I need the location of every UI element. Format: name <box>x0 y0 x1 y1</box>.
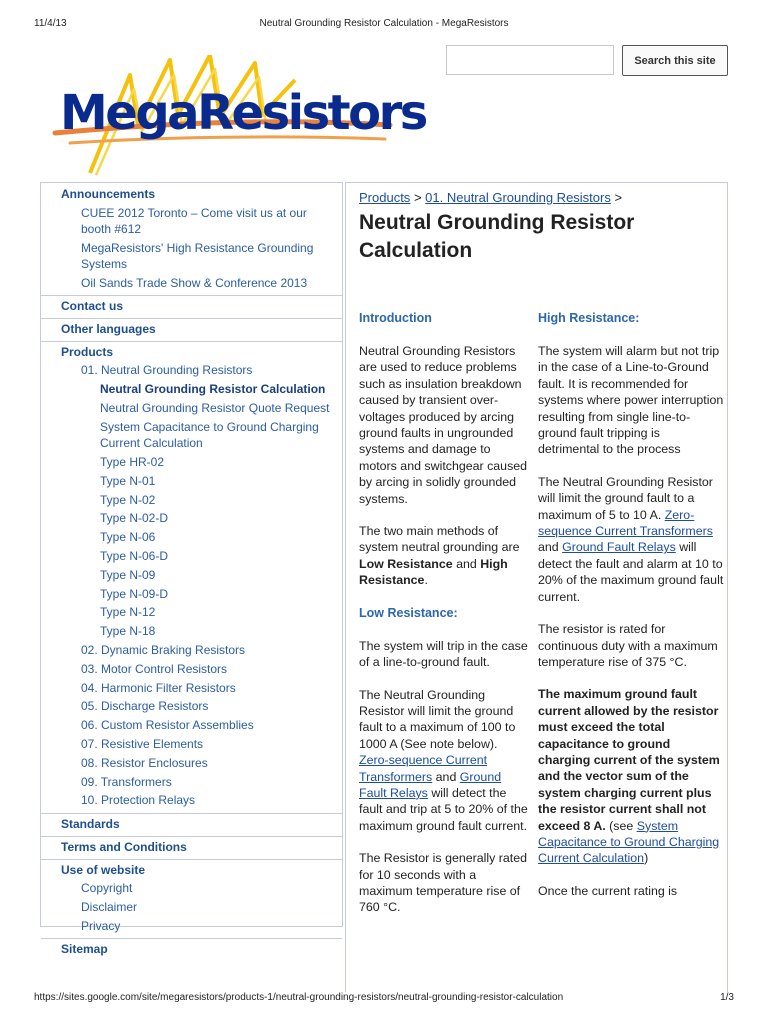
sidebar-section-standards <box>41 813 342 836</box>
low-resistance-heading: Low Resistance: <box>359 605 458 620</box>
current-rating-paragraph: Once the current rating is <box>538 883 678 898</box>
high-resistance-heading: High Resistance: <box>538 311 640 325</box>
sidebar-item-oil-sands[interactable]: Oil Sands Trade Show & Conference 2013 <box>81 275 308 290</box>
sidebar-section-contact <box>41 295 342 318</box>
sidebar-item-ngr[interactable]: 01. Neutral Grounding Resistors <box>81 363 253 378</box>
ground-fault-relays-link[interactable]: Ground Fault Relays <box>359 769 502 800</box>
sidebar-section-use <box>41 859 342 938</box>
breadcrumb <box>359 190 622 205</box>
sidebar-item-type-n-02[interactable]: Type N-02 <box>100 492 156 507</box>
high-resistance-rating-paragraph: The resistor is rated for continuous duty with a maximum temperature rise of 375 °C. <box>538 622 718 669</box>
ground-fault-relays-link[interactable]: Ground Fault Relays <box>562 540 676 555</box>
zero-sequence-ct-link[interactable]: Zero-sequence Current Transformers <box>538 507 713 539</box>
print-header <box>34 18 734 32</box>
max-ground-fault-paragraph: The maximum ground fault current allowed by the resistor must exceed the total capacitance to ground charging current of the system and the vector sum of the system charging current plus the resistor current shall not exceed 8 A. (see System Capacitance to Ground Charging Current Calculation) <box>538 687 720 866</box>
sidebar-section-products <box>41 341 342 813</box>
search-input[interactable] <box>446 45 614 75</box>
sidebar-item-announcements[interactable]: Announcements <box>61 187 156 201</box>
sidebar-item-motor-control[interactable]: 03. Motor Control Resistors <box>81 661 228 676</box>
sidebar-item-languages[interactable]: Other languages <box>61 321 156 336</box>
sidebar-item-ngr-quote[interactable]: Neutral Grounding Resistor Quote Request <box>100 401 330 416</box>
sidebar-item-protection-relays[interactable]: 10. Protection Relays <box>81 793 196 808</box>
sidebar-item-products[interactable]: Products <box>61 344 114 359</box>
breadcrumb-ngr-link[interactable]: 01. Neutral Grounding Resistors <box>425 190 611 205</box>
sidebar-item-resistive-elements[interactable]: 07. Resistive Elements <box>81 736 204 751</box>
high-resistance-alarm-paragraph: The system will alarm but not trip in the case of a Line-to-Ground fault. It is recommended for systems where power interruption resulting from single line-to-ground fault tripping is detrimental to the process <box>538 344 724 457</box>
sidebar-item-custom-assemblies[interactable]: 06. Custom Resistor Assemblies <box>81 718 254 733</box>
sidebar-item-type-n-01[interactable]: Type N-01 <box>100 473 156 488</box>
high-resistance-limit-paragraph: The Neutral Grounding Resistor will limit the ground fault to a maximum of 5 to 10 A. Zero-sequence Current Transformers and Ground Fault Relays will detect the fault and alarm at 10 to 20% of the maximum ground fault current. <box>538 474 724 604</box>
sidebar-item-harmonic-filter[interactable]: 04. Harmonic Filter Resistors <box>81 680 236 695</box>
sidebar-section-announcements <box>41 183 342 295</box>
sidebar-nav <box>40 182 343 956</box>
sidebar-section-sitemap <box>41 938 342 961</box>
breadcrumb-products-link[interactable]: Products <box>359 190 411 205</box>
sidebar-item-contact[interactable]: Contact us <box>61 298 124 313</box>
sidebar-item-use-of-website[interactable]: Use of website <box>61 862 146 877</box>
sidebar-item-hrg-systems[interactable]: MegaResistors' High Resistance Grounding Systems <box>81 240 314 271</box>
sidebar-item-transformers[interactable]: 09. Transformers <box>81 774 172 789</box>
sidebar-item-dynamic-braking[interactable]: 02. Dynamic Braking Resistors <box>81 642 246 657</box>
sidebar-section-languages <box>41 318 342 341</box>
sidebar-item-type-n-12[interactable]: Type N-12 <box>100 605 156 620</box>
zero-sequence-ct-link[interactable]: Zero-sequence Current Transformers <box>359 753 488 784</box>
sidebar-item-copyright[interactable]: Copyright <box>81 881 133 896</box>
sidebar-item-enclosures[interactable]: 08. Resistor Enclosures <box>81 755 208 770</box>
page-title: Neutral Grounding Resistor Calculation <box>359 211 635 262</box>
content-column-right <box>538 310 724 915</box>
sidebar-item-type-n-02-d[interactable]: Type N-02-D <box>100 511 169 526</box>
sidebar-item-privacy[interactable]: Privacy <box>81 918 121 933</box>
low-resistance-rating-paragraph: The Resistor is generally rated for 10 seconds with a maximum temperature rise of 760 °C. <box>359 851 528 915</box>
capacitance-calc-link[interactable]: System Capacitance to Ground Charging Current Calculation <box>538 818 720 866</box>
sidebar-item-type-n-09[interactable]: Type N-09 <box>100 567 156 582</box>
print-footer <box>34 992 734 1006</box>
sidebar-item-type-n-18[interactable]: Type N-18 <box>100 624 156 639</box>
sidebar-item-standards[interactable]: Standards <box>61 816 120 831</box>
sidebar-item-type-n-06[interactable]: Type N-06 <box>100 530 156 545</box>
print-title: Neutral Grounding Resistor Calculation - MegaResistors <box>259 18 509 29</box>
logo-text: MegaResistors <box>60 85 426 141</box>
sidebar-item-ngr-calculation[interactable]: Neutral Grounding Resistor Calculation <box>100 382 326 397</box>
breadcrumb-separator: > <box>413 190 422 205</box>
sidebar-item-disclaimer[interactable]: Disclaimer <box>81 899 138 914</box>
sidebar-item-sitemap[interactable]: Sitemap <box>61 942 108 956</box>
sidebar-item-type-n-06-d[interactable]: Type N-06-D <box>100 548 169 563</box>
low-resistance-limit-paragraph: The Neutral Grounding Resistor will limit the ground fault to a maximum of 100 to 1000 A (See note below). Zero-sequence Current Transformers and Ground Fault Relays will detect the fault and trip at 5 to 20% of the maximum ground fault current. <box>359 687 528 833</box>
breadcrumb-separator: > <box>614 190 623 205</box>
low-resistance-trip-paragraph: The system will trip in the case of a line-to-ground fault. <box>359 638 528 670</box>
sidebar-item-discharge[interactable]: 05. Discharge Resistors <box>81 699 209 714</box>
sidebar-section-terms <box>41 836 342 859</box>
sidebar-item-type-n-09-d[interactable]: Type N-09-D <box>100 586 169 601</box>
intro-paragraph: Neutral Grounding Resistors are used to reduce problems such as insulation breakdown caused by transient over-voltages produced by arcing ground faults in ungrounded systems and damage to motors and switchgear caused by arcing in solidly grounded systems. <box>359 344 528 506</box>
print-date: 11/4/13 <box>34 18 67 29</box>
sidebar-item-terms[interactable]: Terms and Conditions <box>61 839 187 854</box>
content-column-left <box>359 310 529 932</box>
print-url: https://sites.google.com/site/megaresistors/products-1/neutral-grounding-resistors/neutral-grounding-resistor-calculation <box>34 992 564 1003</box>
sidebar-item-capacitance-calc[interactable]: System Capacitance to Ground Charging Current Calculation <box>100 419 319 451</box>
print-page-number: 1/3 <box>720 992 734 1003</box>
intro-heading: Introduction <box>359 311 432 325</box>
sidebar-item-cuee[interactable]: CUEE 2012 Toronto – Come visit us at our booth #612 <box>81 205 307 236</box>
main-content <box>345 182 728 992</box>
site-logo[interactable] <box>50 55 426 180</box>
sidebar-item-type-hr-02[interactable]: Type HR-02 <box>100 454 165 469</box>
grounding-methods-paragraph: The two main methods of system neutral grounding are Low Resistance and High Resistance. <box>359 524 520 588</box>
search-button[interactable]: Search this site <box>622 45 728 76</box>
